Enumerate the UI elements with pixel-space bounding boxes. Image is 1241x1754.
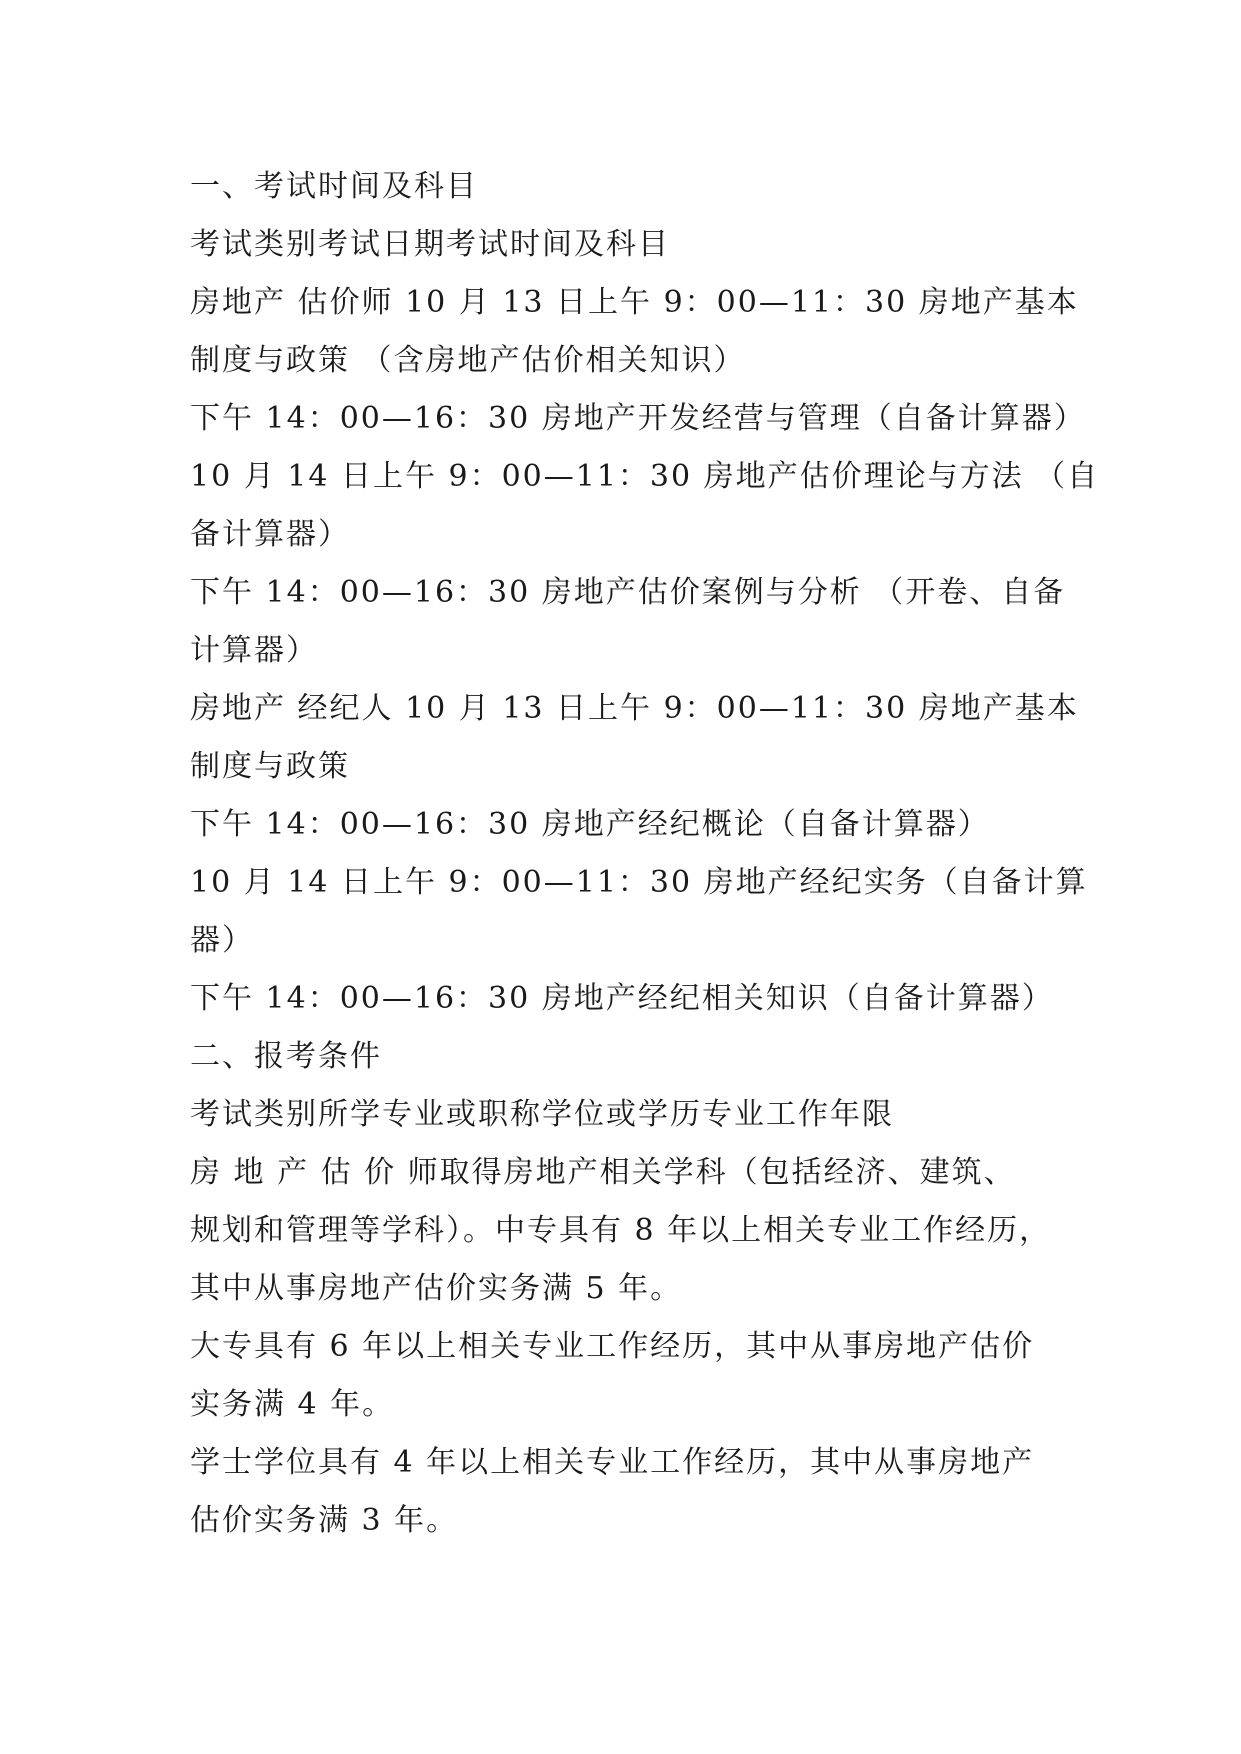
text-line: 下午 14：00—16：30 房地产开发经营与管理（自备计算器） [190,401,1086,436]
text-line: 大专具有 6 年以上相关专业工作经历，其中从事房地产估价 [190,1329,1035,1364]
text-line: 计算器） [190,633,318,668]
text-line: 学士学位具有 4 年以上相关专业工作经历，其中从事房地产 [190,1445,1035,1480]
text-line: 制度与政策 （含房地产估价相关知识） [190,343,746,378]
text-line: 实务满 4 年。 [190,1387,395,1422]
text-line: 下午 14：00—16：30 房地产经纪概论（自备计算器） [190,807,990,842]
text-line: 制度与政策 [190,749,350,784]
text-line: 房地产 估价师 10 月 13 日上午 9：00—11：30 房地产基本 [190,285,1079,320]
text-line: 下午 14：00—16：30 房地产估价案例与分析 （开卷、自备 [190,575,1066,610]
text-line: 备计算器） [190,517,350,552]
text-line: 考试类别所学专业或职称学位或学历专业工作年限 [190,1097,894,1132]
section-heading-exam-time: 一、考试时间及科目 [190,169,478,204]
text-line: 房地产 经纪人 10 月 13 日上午 9：00—11：30 房地产基本 [190,691,1079,726]
text-line: 器） [190,923,254,958]
text-line: 规划和管理等学科）。中专具有 8 年以上相关专业工作经历， [190,1213,1052,1248]
text-line: 10 月 14 日上午 9：00—11：30 房地产经纪实务（自备计算 [190,865,1088,900]
document-body [190,158,1100,1550]
text-line: 考试类别考试日期考试时间及科目 [190,227,670,262]
text-line: 估价实务满 3 年。 [190,1503,459,1538]
text-line: 下午 14：00—16：30 房地产经纪相关知识（自备计算器） [190,981,1054,1016]
text-line: 房 地 产 估 价 师取得房地产相关学科（包括经济、建筑、 [190,1155,1016,1190]
section-heading-requirements: 二、报考条件 [190,1039,382,1074]
text-line: 10 月 14 日上午 9：00—11：30 房地产估价理论与方法 （自 [190,459,1100,494]
text-line: 其中从事房地产估价实务满 5 年。 [190,1271,683,1306]
